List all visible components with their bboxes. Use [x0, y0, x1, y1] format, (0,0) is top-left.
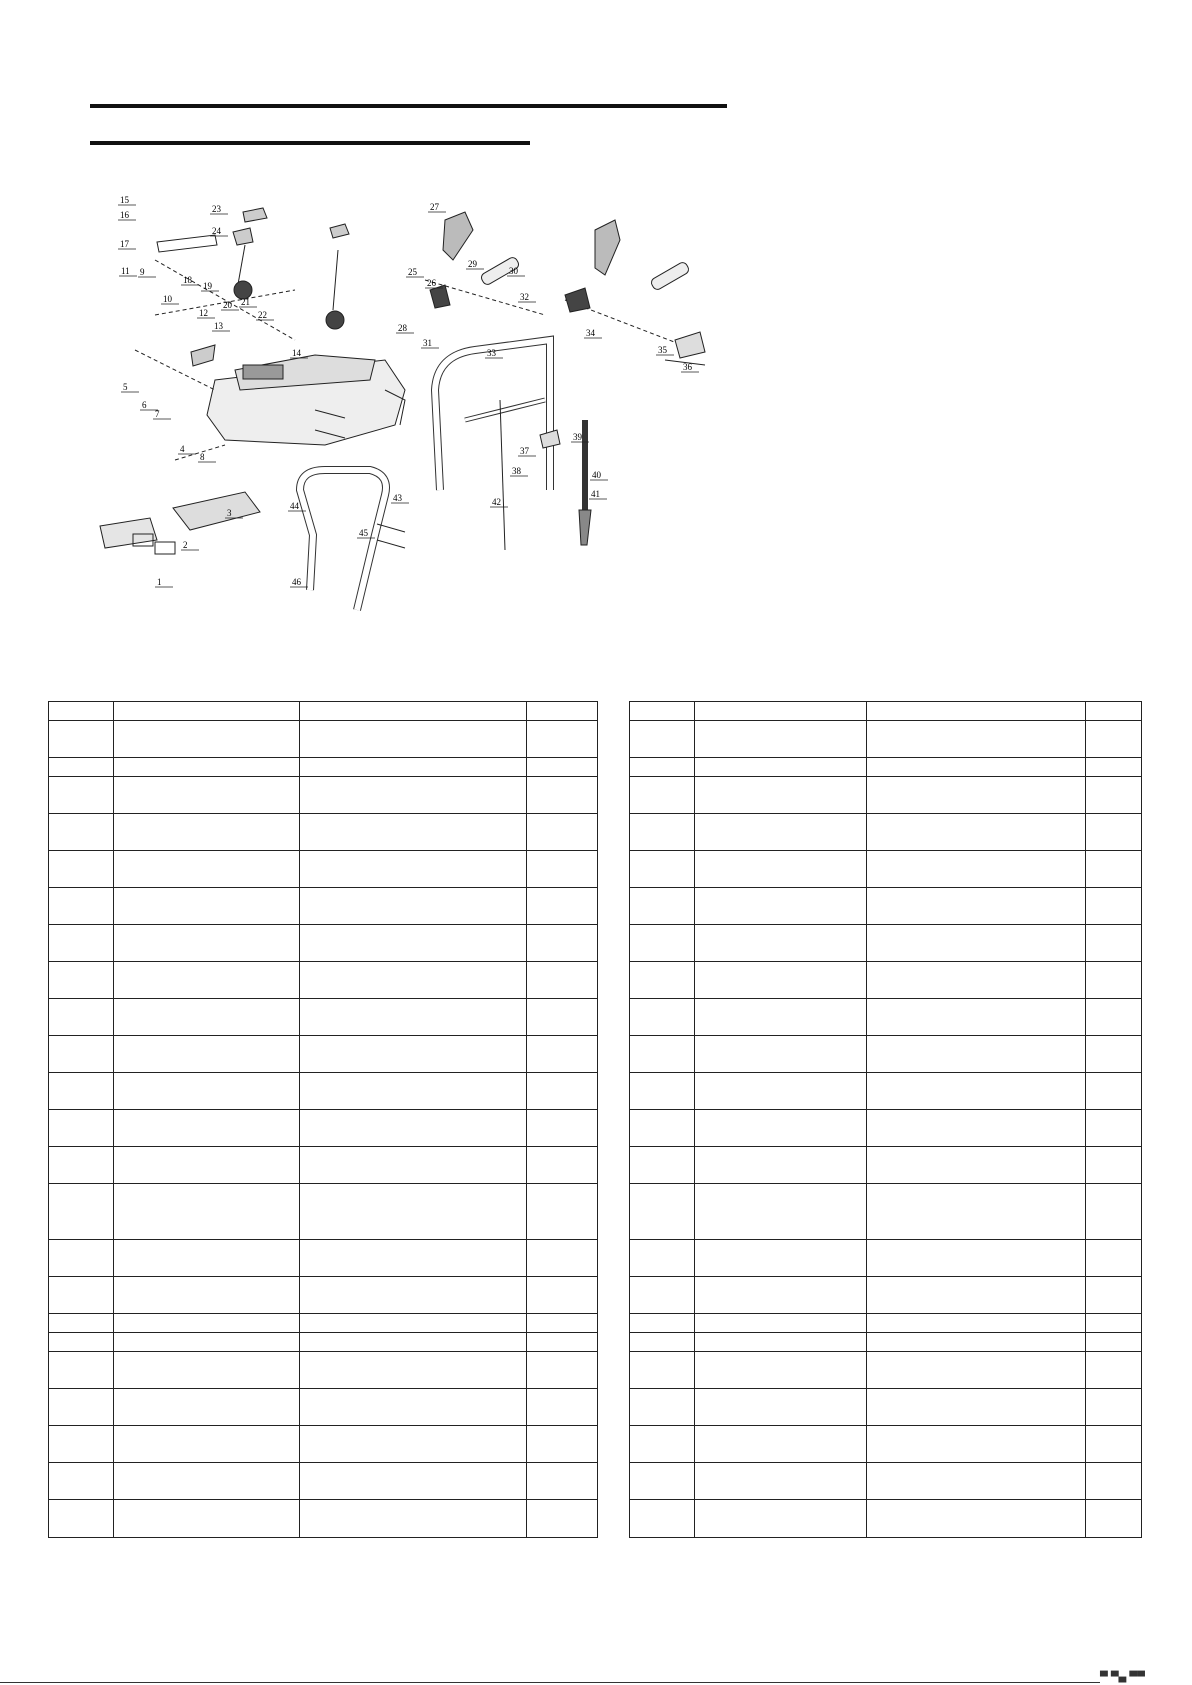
- table-cell: [299, 1463, 526, 1500]
- table-cell: [1086, 758, 1142, 777]
- callout-40: 40: [592, 470, 601, 480]
- table-row: [630, 1352, 1142, 1389]
- callout-29: 29: [468, 259, 477, 269]
- table-cell: [526, 758, 597, 777]
- table-cell: [867, 1110, 1086, 1147]
- table-cell: [49, 1036, 114, 1073]
- table-cell: [867, 1463, 1086, 1500]
- table-cell: [695, 758, 867, 777]
- table-cell: [526, 1463, 597, 1500]
- table-cell: [630, 1389, 695, 1426]
- table-row: [630, 999, 1142, 1036]
- table-cell: [299, 1036, 526, 1073]
- callout-28: 28: [398, 323, 407, 333]
- table-cell: [114, 1500, 300, 1538]
- table-cell: [526, 1110, 597, 1147]
- table-cell: [630, 851, 695, 888]
- callout-46: 46: [292, 577, 301, 587]
- callout-12: 12: [199, 308, 208, 318]
- callout-36: 36: [683, 362, 692, 372]
- table-cell: [1086, 1314, 1142, 1333]
- table-cell: [630, 702, 695, 721]
- table-cell: [630, 925, 695, 962]
- table-cell: [1086, 888, 1142, 925]
- footer-rule: [0, 1682, 1100, 1683]
- callout-2: 2: [183, 540, 188, 550]
- table-cell: [49, 1147, 114, 1184]
- table-cell: [867, 1314, 1086, 1333]
- table-row: [630, 702, 1142, 721]
- table-cell: [867, 1426, 1086, 1463]
- table-cell: [1086, 1184, 1142, 1240]
- callout-42: 42: [492, 497, 501, 507]
- table-row: [630, 721, 1142, 758]
- table-cell: [49, 814, 114, 851]
- table-cell: [630, 814, 695, 851]
- callout-39: 39: [573, 432, 582, 442]
- table-cell: [630, 1463, 695, 1500]
- table-cell: [1086, 1352, 1142, 1389]
- table-cell: [114, 1333, 300, 1352]
- callout-31: 31: [423, 338, 432, 348]
- table-cell: [630, 1333, 695, 1352]
- table-cell: [695, 851, 867, 888]
- table-cell: [49, 758, 114, 777]
- header-rule-long: [90, 104, 727, 108]
- header-rule-short: [90, 141, 530, 145]
- table-cell: [1086, 925, 1142, 962]
- callout-20: 20: [223, 300, 232, 310]
- callout-19: 19: [203, 281, 212, 291]
- table-cell: [49, 1389, 114, 1426]
- table-cell: [1086, 1277, 1142, 1314]
- table-cell: [526, 1240, 597, 1277]
- callout-16: 16: [120, 210, 129, 220]
- table-cell: [49, 851, 114, 888]
- table-cell: [695, 1500, 867, 1538]
- table-cell: [299, 814, 526, 851]
- callout-4: 4: [180, 444, 185, 454]
- callout-37: 37: [520, 446, 529, 456]
- callout-11: 11: [121, 266, 130, 276]
- callout-6: 6: [142, 400, 147, 410]
- table-cell: [49, 721, 114, 758]
- table-cell: [526, 1036, 597, 1073]
- table-cell: [114, 721, 300, 758]
- table-cell: [695, 1073, 867, 1110]
- table-cell: [526, 777, 597, 814]
- table-cell: [49, 1314, 114, 1333]
- table-cell: [114, 999, 300, 1036]
- table-cell: [1086, 1333, 1142, 1352]
- callout-7: 7: [155, 409, 160, 419]
- table-cell: [867, 1240, 1086, 1277]
- callout-25: 25: [408, 267, 417, 277]
- table-row: [630, 1500, 1142, 1538]
- table-row: [49, 1036, 598, 1073]
- table-cell: [630, 758, 695, 777]
- table-row: [630, 1110, 1142, 1147]
- callout-14: 14: [292, 348, 301, 358]
- table-cell: [299, 1184, 526, 1240]
- table-cell: [299, 1147, 526, 1184]
- exploded-parts-diagram: [95, 190, 765, 650]
- table-cell: [867, 925, 1086, 962]
- table-row: [49, 1426, 598, 1463]
- table-row: [49, 888, 598, 925]
- table-cell: [299, 721, 526, 758]
- table-cell: [299, 1314, 526, 1333]
- table-row: [49, 1110, 598, 1147]
- table-row: [49, 962, 598, 999]
- table-cell: [49, 1277, 114, 1314]
- table-cell: [49, 1333, 114, 1352]
- table-cell: [114, 1352, 300, 1389]
- table-cell: [630, 777, 695, 814]
- callout-32: 32: [520, 292, 529, 302]
- table-cell: [1086, 721, 1142, 758]
- table-cell: [695, 1389, 867, 1426]
- table-cell: [1086, 999, 1142, 1036]
- table-cell: [867, 999, 1086, 1036]
- callout-45: 45: [359, 528, 368, 538]
- table-cell: [114, 1184, 300, 1240]
- table-cell: [630, 1184, 695, 1240]
- table-cell: [1086, 1426, 1142, 1463]
- callout-1: 1: [157, 577, 162, 587]
- callout-13: 13: [214, 321, 223, 331]
- table-cell: [867, 1073, 1086, 1110]
- table-row: [49, 851, 598, 888]
- table-cell: [49, 888, 114, 925]
- table-cell: [867, 1277, 1086, 1314]
- table-cell: [114, 962, 300, 999]
- table-row: [49, 999, 598, 1036]
- table-row: [49, 1314, 598, 1333]
- table-cell: [299, 1389, 526, 1426]
- table-cell: [867, 962, 1086, 999]
- table-cell: [526, 1352, 597, 1389]
- table-cell: [695, 1147, 867, 1184]
- table-cell: [695, 888, 867, 925]
- table-cell: [526, 1500, 597, 1538]
- table-cell: [526, 1277, 597, 1314]
- table-cell: [49, 1110, 114, 1147]
- table-cell: [114, 1036, 300, 1073]
- table-cell: [299, 999, 526, 1036]
- table-cell: [630, 1277, 695, 1314]
- table-cell: [630, 1426, 695, 1463]
- table-cell: [526, 721, 597, 758]
- table-cell: [526, 851, 597, 888]
- table-cell: [299, 962, 526, 999]
- table-cell: [526, 814, 597, 851]
- table-cell: [1086, 702, 1142, 721]
- table-cell: [630, 1500, 695, 1538]
- table-row: [630, 962, 1142, 999]
- table-cell: [526, 925, 597, 962]
- table-cell: [114, 925, 300, 962]
- callout-15: 15: [120, 195, 129, 205]
- callout-41: 41: [591, 489, 600, 499]
- table-cell: [49, 702, 114, 721]
- callout-27: 27: [430, 202, 439, 212]
- parts-table-right: [629, 701, 1142, 1538]
- table-cell: [695, 1184, 867, 1240]
- footer-marks: ▀ ▀▄ ▀▀: [1100, 1672, 1145, 1683]
- table-cell: [1086, 1036, 1142, 1073]
- table-row: [630, 1277, 1142, 1314]
- table-cell: [49, 962, 114, 999]
- table-cell: [630, 1352, 695, 1389]
- table-cell: [49, 1426, 114, 1463]
- table-cell: [630, 1036, 695, 1073]
- table-cell: [299, 1352, 526, 1389]
- callout-3: 3: [227, 508, 232, 518]
- table-cell: [630, 888, 695, 925]
- table-cell: [114, 1314, 300, 1333]
- table-row: [630, 851, 1142, 888]
- table-cell: [114, 758, 300, 777]
- table-cell: [114, 888, 300, 925]
- table-cell: [695, 1463, 867, 1500]
- table-row: [630, 777, 1142, 814]
- table-cell: [526, 1314, 597, 1333]
- table-cell: [299, 702, 526, 721]
- table-cell: [526, 1389, 597, 1426]
- table-row: [49, 1277, 598, 1314]
- table-cell: [630, 1147, 695, 1184]
- table-row: [49, 1463, 598, 1500]
- table-cell: [299, 1240, 526, 1277]
- table-cell: [49, 1073, 114, 1110]
- table-row: [49, 1500, 598, 1538]
- table-cell: [114, 1073, 300, 1110]
- callout-18: 18: [183, 275, 192, 285]
- callout-43: 43: [393, 493, 402, 503]
- table-cell: [299, 1277, 526, 1314]
- callout-9: 9: [140, 267, 145, 277]
- callout-30: 30: [509, 266, 518, 276]
- table-cell: [1086, 1463, 1142, 1500]
- table-row: [630, 1389, 1142, 1426]
- table-cell: [695, 702, 867, 721]
- table-cell: [695, 1426, 867, 1463]
- table-cell: [695, 999, 867, 1036]
- table-row: [49, 1389, 598, 1426]
- callout-26: 26: [427, 278, 436, 288]
- table-cell: [114, 777, 300, 814]
- table-cell: [695, 1110, 867, 1147]
- table-row: [49, 814, 598, 851]
- table-cell: [299, 1500, 526, 1538]
- table-cell: [299, 758, 526, 777]
- table-cell: [49, 1184, 114, 1240]
- table-row: [630, 1073, 1142, 1110]
- table-cell: [114, 1240, 300, 1277]
- table-cell: [695, 1240, 867, 1277]
- table-cell: [630, 962, 695, 999]
- callout-5: 5: [123, 382, 128, 392]
- table-row: [49, 721, 598, 758]
- table-row: [630, 1036, 1142, 1073]
- table-cell: [114, 702, 300, 721]
- table-cell: [1086, 1500, 1142, 1538]
- callout-22: 22: [258, 310, 267, 320]
- table-cell: [867, 814, 1086, 851]
- callout-8: 8: [200, 452, 205, 462]
- table-row: [630, 1463, 1142, 1500]
- table-cell: [867, 1333, 1086, 1352]
- table-cell: [526, 999, 597, 1036]
- table-row: [630, 1314, 1142, 1333]
- table-cell: [526, 1073, 597, 1110]
- table-row: [49, 702, 598, 721]
- table-cell: [526, 1147, 597, 1184]
- table-cell: [49, 999, 114, 1036]
- table-cell: [630, 1073, 695, 1110]
- table-cell: [867, 1147, 1086, 1184]
- table-row: [630, 758, 1142, 777]
- table-cell: [299, 888, 526, 925]
- table-cell: [114, 1426, 300, 1463]
- table-cell: [695, 962, 867, 999]
- table-cell: [1086, 851, 1142, 888]
- table-cell: [49, 1500, 114, 1538]
- table-cell: [49, 1352, 114, 1389]
- callout-38: 38: [512, 466, 521, 476]
- table-cell: [867, 721, 1086, 758]
- table-cell: [114, 1277, 300, 1314]
- table-cell: [1086, 777, 1142, 814]
- table-cell: [49, 1240, 114, 1277]
- table-cell: [49, 777, 114, 814]
- table-cell: [695, 814, 867, 851]
- table-cell: [49, 1463, 114, 1500]
- table-cell: [299, 1333, 526, 1352]
- table-cell: [1086, 1147, 1142, 1184]
- table-cell: [630, 999, 695, 1036]
- table-cell: [867, 888, 1086, 925]
- table-cell: [867, 702, 1086, 721]
- callout-21: 21: [241, 297, 250, 307]
- table-cell: [49, 925, 114, 962]
- table-row: [630, 1184, 1142, 1240]
- table-cell: [299, 925, 526, 962]
- table-row: [630, 1147, 1142, 1184]
- table-cell: [526, 888, 597, 925]
- callout-33: 33: [487, 348, 496, 358]
- table-row: [49, 758, 598, 777]
- table-cell: [1086, 1110, 1142, 1147]
- table-cell: [630, 1110, 695, 1147]
- table-cell: [867, 1352, 1086, 1389]
- table-row: [49, 1240, 598, 1277]
- parts-table-left: [48, 701, 598, 1538]
- table-cell: [114, 1463, 300, 1500]
- table-cell: [630, 1240, 695, 1277]
- table-cell: [1086, 1240, 1142, 1277]
- table-cell: [867, 758, 1086, 777]
- table-row: [630, 1426, 1142, 1463]
- table-cell: [526, 1184, 597, 1240]
- table-cell: [867, 851, 1086, 888]
- table-cell: [114, 1389, 300, 1426]
- table-cell: [526, 702, 597, 721]
- table-row: [49, 925, 598, 962]
- table-row: [49, 777, 598, 814]
- table-cell: [1086, 1389, 1142, 1426]
- table-row: [49, 1184, 598, 1240]
- table-row: [49, 1073, 598, 1110]
- table-cell: [1086, 814, 1142, 851]
- table-cell: [299, 1426, 526, 1463]
- table-cell: [867, 1389, 1086, 1426]
- callout-10: 10: [163, 294, 172, 304]
- table-cell: [299, 1110, 526, 1147]
- table-cell: [867, 777, 1086, 814]
- table-row: [49, 1147, 598, 1184]
- callout-17: 17: [120, 239, 129, 249]
- table-cell: [695, 721, 867, 758]
- table-cell: [299, 777, 526, 814]
- table-cell: [114, 851, 300, 888]
- table-cell: [114, 814, 300, 851]
- table-row: [630, 814, 1142, 851]
- table-cell: [114, 1147, 300, 1184]
- table-cell: [695, 1036, 867, 1073]
- table-cell: [526, 962, 597, 999]
- table-cell: [695, 777, 867, 814]
- table-row: [49, 1352, 598, 1389]
- table-cell: [867, 1500, 1086, 1538]
- table-cell: [695, 925, 867, 962]
- table-cell: [114, 1110, 300, 1147]
- table-cell: [695, 1314, 867, 1333]
- table-cell: [867, 1036, 1086, 1073]
- table-cell: [695, 1333, 867, 1352]
- callout-34: 34: [586, 328, 595, 338]
- table-cell: [695, 1352, 867, 1389]
- table-row: [630, 925, 1142, 962]
- table-row: [630, 1333, 1142, 1352]
- table-cell: [299, 1073, 526, 1110]
- table-cell: [630, 721, 695, 758]
- table-cell: [867, 1184, 1086, 1240]
- table-cell: [1086, 962, 1142, 999]
- callout-23: 23: [212, 204, 221, 214]
- table-row: [630, 888, 1142, 925]
- table-cell: [695, 1277, 867, 1314]
- callout-35: 35: [658, 345, 667, 355]
- table-row: [49, 1333, 598, 1352]
- callout-44: 44: [290, 501, 299, 511]
- table-cell: [526, 1333, 597, 1352]
- table-cell: [299, 851, 526, 888]
- table-cell: [526, 1426, 597, 1463]
- callout-24: 24: [212, 226, 221, 236]
- table-row: [630, 1240, 1142, 1277]
- table-cell: [630, 1314, 695, 1333]
- table-cell: [1086, 1073, 1142, 1110]
